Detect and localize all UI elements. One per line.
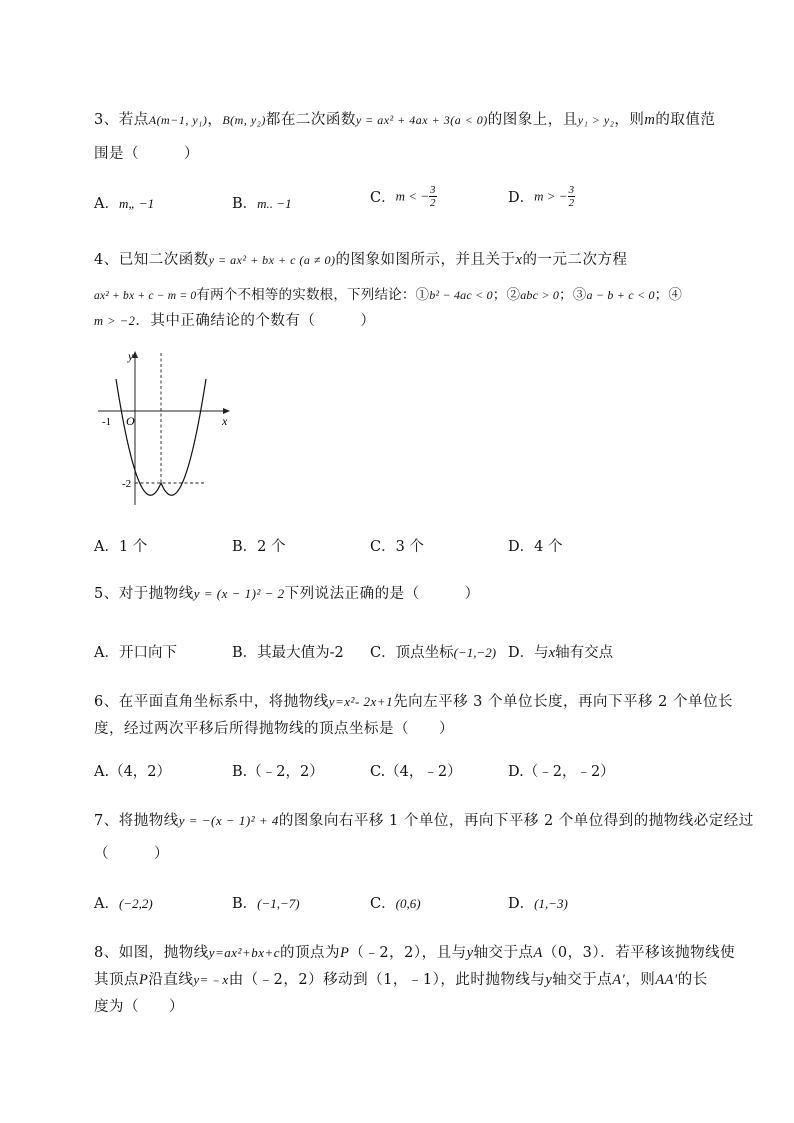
q3-line2: 围是（ ） (94, 146, 199, 162)
q3-point-b: B(m, y₂) (222, 113, 266, 127)
q3-option-b[interactable]: B．m.. −1 (232, 196, 292, 212)
q6-option-a[interactable]: A.（4，2） (94, 764, 172, 780)
q5-option-c[interactable]: C．顶点坐标(−1,−2) (370, 645, 497, 661)
q3-option-c-fraction: $\frac{3}{2}$ (430, 184, 436, 209)
q8-function: y=ax²+bx+c (208, 945, 281, 960)
q4-parabola-graph (90, 345, 250, 515)
q8-line3: 度为（ ） (94, 999, 184, 1015)
q5-option-b[interactable]: B．其最大值为-2 (232, 645, 344, 661)
q8-line-equation: y=﹣x (193, 972, 229, 987)
q3-line1: 3、若点A(m−1, y₁)，B(m, y₂)都在二次函数y = ax² + 4ax + 3(a < 0)的图象上，且y₁ > y₂，则m的取值范 (94, 112, 716, 128)
q3-option-d-fraction: $\frac{3}{2}$ (568, 184, 575, 209)
q7-option-d[interactable]: D．(1,−3) (508, 896, 568, 912)
q3-number: 3、 (94, 112, 119, 128)
q4-option-a[interactable]: A．1 个 (94, 539, 148, 555)
q7-number: 7、 (94, 813, 119, 829)
q4-line2: ax² + bx + c − m = 0有两个不相等的实数根，下列结论：①b² − 4ac < 0；②abc > 0；③a − b + c < 0；④ (94, 287, 683, 303)
q5-option-d[interactable]: D．与x轴有交点 (508, 645, 614, 661)
q7-option-a[interactable]: A．(−2,2) (94, 896, 153, 912)
q4-line3: m > −2．其中正确结论的个数有（ ） (94, 313, 376, 329)
q4-number: 4、 (94, 252, 119, 268)
q7-option-c[interactable]: C．(0,6) (370, 896, 421, 912)
graph-neg2-label: -2 (122, 478, 132, 490)
q6-line2: 度，经过两次平移后所得抛物线的顶点坐标是（ ） (94, 721, 454, 737)
q8-line1: 8、如图，抛物线y=ax²+bx+c的顶点为P（﹣2，2），且与y轴交于点A（0，3）．若平移该抛物线使 (94, 945, 736, 961)
q4-option-d[interactable]: D．4 个 (508, 539, 563, 555)
q3-point-a: A(m−1, y₁) (148, 113, 208, 127)
q3-function: y = ax² + 4ax + 3(a < 0) (355, 113, 488, 127)
q4-equation: ax² + bx + c − m = 0 (94, 290, 197, 302)
q3-option-d[interactable]: D．m > − $\frac{3}{2}$ (508, 184, 575, 209)
q8-number: 8、 (94, 945, 119, 961)
graph-x-label: x (222, 414, 228, 428)
q6-option-c[interactable]: C.（4，﹣2） (370, 764, 462, 780)
graph-neg1-label: -1 (102, 416, 112, 428)
q5-option-a[interactable]: A．开口向下 (94, 645, 177, 661)
graph-origin-label: O (126, 414, 135, 428)
q5-function: y = (x − 1)² − 2 (193, 586, 285, 601)
graph-y-label: y (128, 349, 134, 363)
q6-function: y=x²- 2x+1 (328, 694, 394, 709)
q4-option-b[interactable]: B．2 个 (232, 539, 286, 555)
q7-line1: 7、将抛物线y = −(x − 1)² + 4的图象向右平移 1 个单位，再向下平移 2 个单位得到的抛物线必定经过 (94, 813, 754, 829)
q3-option-a[interactable]: A．m„ −1 (94, 196, 155, 212)
q7-function: y = −(x − 1)² + 4 (178, 813, 279, 828)
q7-line2: （ ） (94, 846, 169, 862)
q3-condition: y₁ > y₂ (577, 113, 615, 127)
q6-number: 6、 (94, 694, 119, 710)
q4-line1: 4、已知二次函数y = ax² + bx + c (a ≠ 0)的图象如图所示，并且关于x的一元二次方程 (94, 252, 628, 268)
q5-line1: 5、对于抛物线y = (x − 1)² − 2下列说法正确的是（ ） (94, 586, 480, 602)
q6-option-b[interactable]: B.（﹣2，2） (232, 764, 324, 780)
q4-option-c[interactable]: C．3 个 (370, 539, 424, 555)
q3-option-c[interactable]: C．m < − $\frac{3}{2}$ (370, 184, 436, 209)
q4-function: y = ax² + bx + c (a ≠ 0) (208, 253, 336, 267)
q6-option-d[interactable]: D.（﹣2，﹣2） (508, 764, 615, 780)
q7-option-b[interactable]: B．(−1,−7) (232, 896, 300, 912)
q5-number: 5、 (94, 586, 119, 602)
q8-line2: 其顶点P沿直线y=﹣x由（﹣2，2）移动到（1，﹣1），此时抛物线与y轴交于点A′，则AA′的长 (94, 972, 708, 988)
q6-line1: 6、在平面直角坐标系中，将抛物线y=x²- 2x+1先向左平移 3 个单位长度，再向下平移 2 个单位长 (94, 694, 733, 710)
